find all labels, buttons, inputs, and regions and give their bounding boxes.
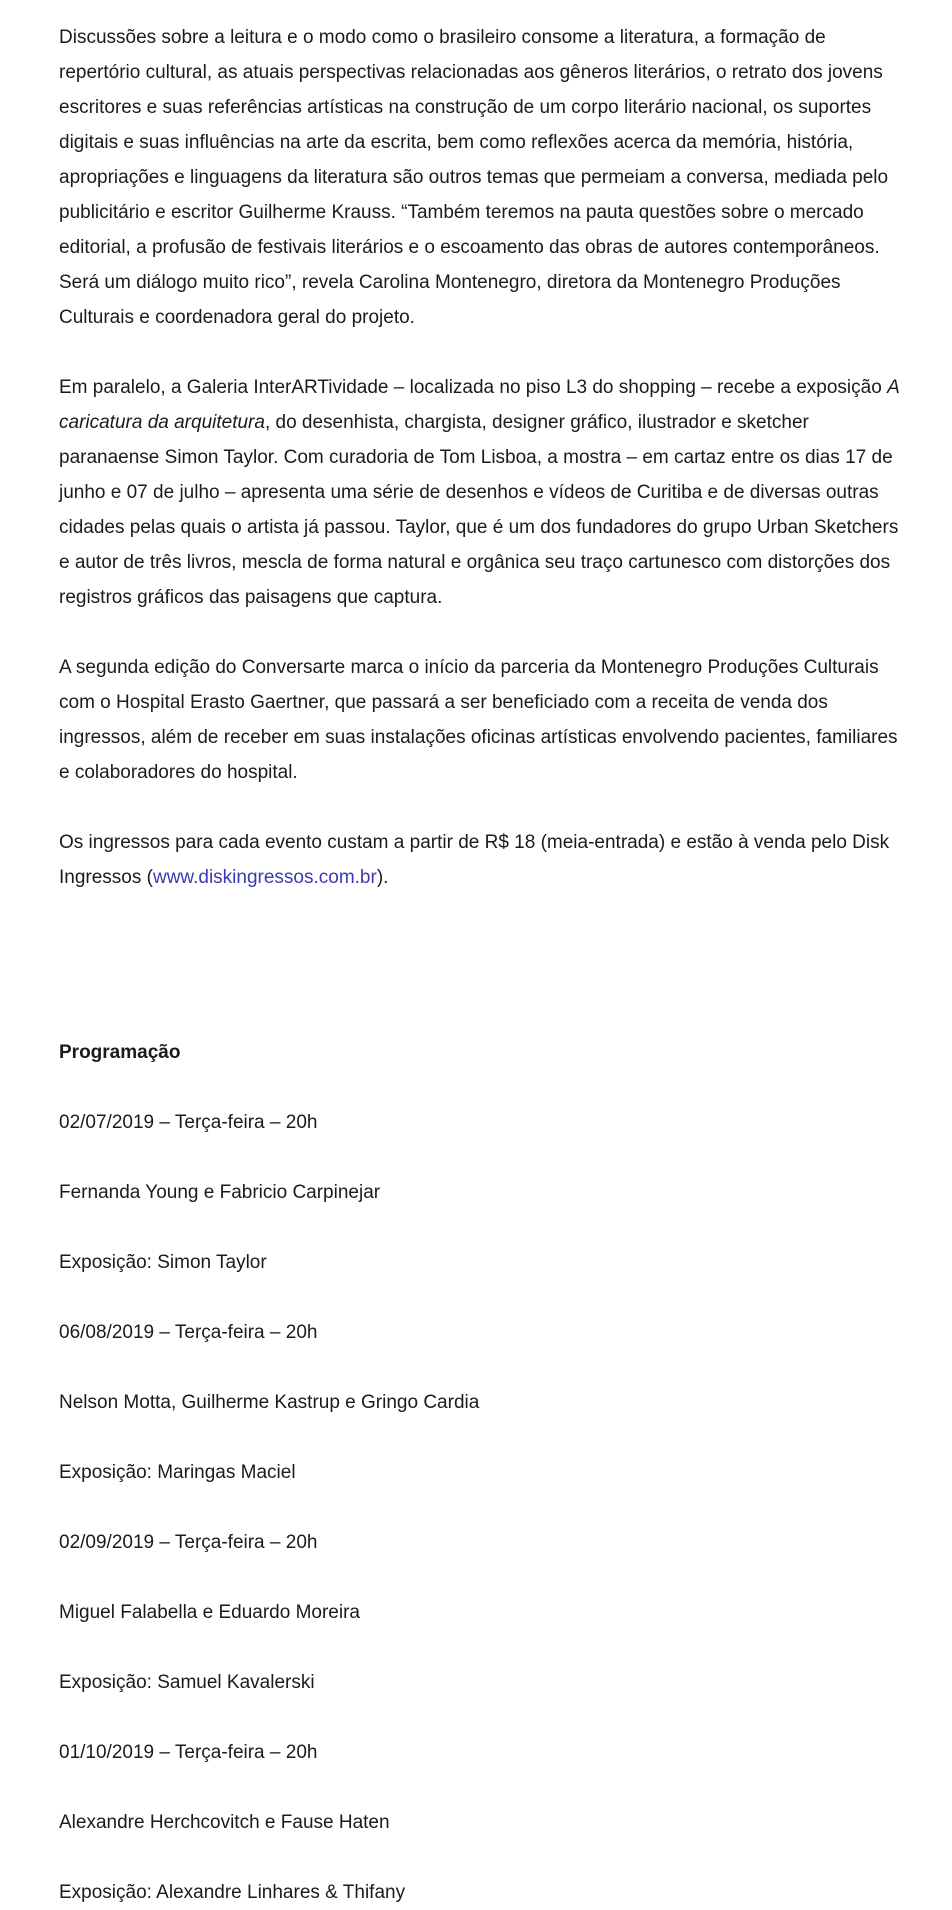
schedule-guests: Fernanda Young e Fabricio Carpinejar <box>59 1182 381 1203</box>
paragraph-tickets-text-end: ). <box>376 867 389 888</box>
paragraph-exhibition-text-end: , do desenhista, chargista, designer gráfico, ilustrador e sketcher paranaense Simon Taylor. Com curadoria de Tom Lisboa, a mostra – em cartaz entre os dias 17 de junho e 07 de julho – apresenta uma série de desenhos e vídeos de Curitiba e de diversas outras cidades pelas quais o artista já passou. Taylor, que é um dos fundadores do grupo Urban Sketchers e autor de três livros, mescla de forma natural e orgânica seu traço cartunesco com distorções dos registros gráficos das paisagens que captura. <box>59 412 899 608</box>
paragraph-partnership: A segunda edição do Conversarte marca o início da parceria da Montenegro Produções Culturais com o Hospital Erasto Gaertner, que passará a ser beneficiado com a receita de venda dos ingressos, além de receber em suas instalações oficinas artísticas envolvendo pacientes, familiares e colaboradores do hospital. <box>59 657 898 783</box>
schedule-exhibition: Exposição: Maringas Maciel <box>59 1462 296 1483</box>
schedule-exhibition: Exposição: Simon Taylor <box>59 1252 267 1273</box>
schedule-exhibition: Exposição: Samuel Kavalerski <box>59 1672 315 1693</box>
paragraph-exhibition <box>59 370 900 615</box>
schedule-date: 06/08/2019 – Terça-feira – 20h <box>59 1322 318 1343</box>
disk-ingressos-link[interactable]: www.diskingressos.com.br <box>152 867 377 888</box>
schedule-guests: Miguel Falabella e Eduardo Moreira <box>59 1602 360 1623</box>
programacao-heading: Programação <box>59 1042 181 1063</box>
schedule-guests: Nelson Motta, Guilherme Kastrup e Gringo Cardia <box>59 1392 480 1413</box>
paragraph-tickets <box>59 825 900 895</box>
section-spacer <box>59 930 900 1035</box>
paragraph-exhibition-text-start: Em paralelo, a Galeria InterARTividade – localizada no piso L3 do shopping – recebe a exposição <box>59 377 888 398</box>
schedule-exhibition: Exposição: Alexandre Linhares & Thifany <box>59 1882 406 1903</box>
schedule-date: 02/09/2019 – Terça-feira – 20h <box>59 1532 318 1553</box>
paragraph-tickets-text-start: Os ingressos para cada evento custam a partir de R$ 18 (meia-entrada) e estão à venda pelo Disk Ingressos ( <box>59 832 890 888</box>
exhibition-title: A caricatura da arquitetura <box>59 377 900 433</box>
programacao-list <box>59 1105 900 1910</box>
paragraph-literature-topics: Discussões sobre a leitura e o modo como o brasileiro consome a literatura, a formação de repertório cultural, as atuais perspectivas relacionadas aos gêneros literários, o retrato dos jovens escritores e suas referências artísticas na construção de um corpo literário nacional, os suportes digitais e suas influências na arte da escrita, bem como reflexões acerca da memória, história, apropriações e linguagens da literatura são outros temas que permeiam a conversa, mediada pelo publicitário e escritor Guilherme Krauss. “Também teremos na pauta questões sobre o mercado editorial, a profusão de festivais literários e o escoamento das obras de autores contemporâneos. Será um diálogo muito rico”, revela Carolina Montenegro, diretora da Montenegro Produções Culturais e coordenadora geral do projeto. <box>59 27 889 328</box>
schedule-date: 02/07/2019 – Terça-feira – 20h <box>59 1112 318 1133</box>
schedule-guests: Alexandre Herchcovitch e Fause Haten <box>59 1812 390 1833</box>
schedule-date: 01/10/2019 – Terça-feira – 20h <box>59 1742 318 1763</box>
